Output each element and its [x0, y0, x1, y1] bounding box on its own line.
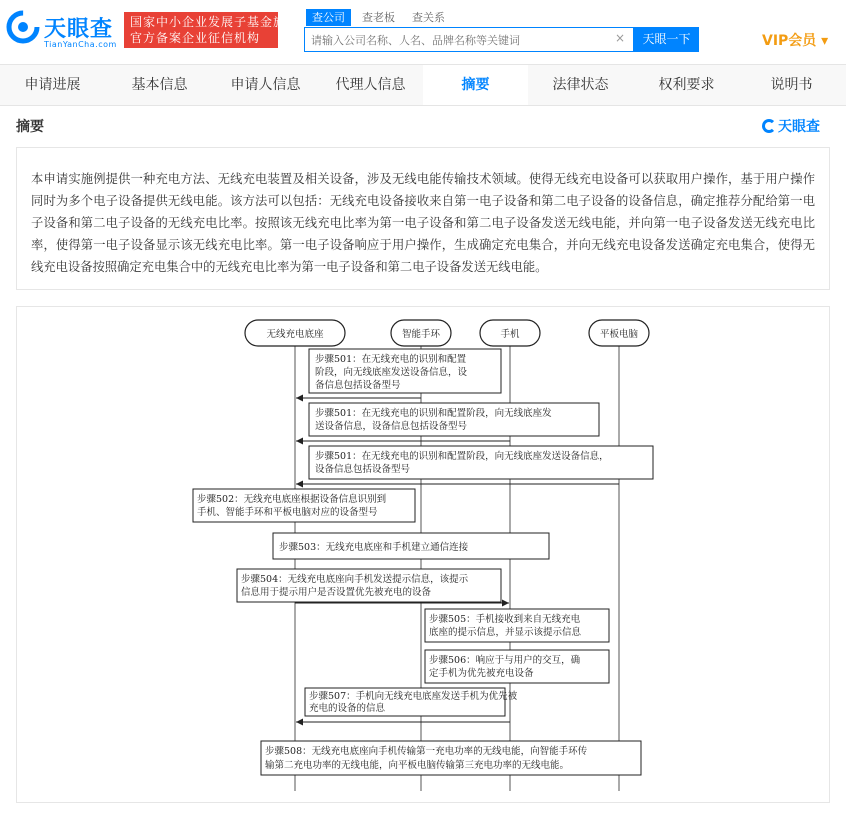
logo-mark-icon — [6, 10, 40, 44]
actor-tablet-label: 平板电脑 — [599, 329, 639, 340]
abstract-box — [16, 147, 830, 290]
abstract-text: 本申请实施例提供一种充电方法、无线充电装置及相关设备，涉及无线电能传输技术领域。使得无线充电设备可以获取用户操作，基于用户操作同时为多个电子设备提供无线电能。该方法可以包括：无线充电设备接收来自第一电子设备和第二电子设备的设备信息，确定推荐分配给第一电子设备和第二电子设备的无线充电比率。按照该无线充电比率为第一电子设备和第二电子设备发送无线电能，并向第一电子设备发送无线充电比率，使得第一电子设备显示该无线充电比率。第一电子设备响应于用户操作，生成确定充电集合，并向无线充电设备发送确定充电集合，使得无线充电设备按照确定充电集合中的无线充电比率为第一电子设备和第二电子设备发送无线电能。 — [31, 172, 815, 274]
search-input[interactable] — [311, 31, 611, 49]
section-logo-text: 天眼查 — [778, 119, 820, 135]
actor-phone-label: 手机 — [500, 329, 520, 340]
step-501-tablet — [309, 446, 653, 479]
step-text: 充电的设备的信息 — [309, 703, 386, 714]
step-504 — [237, 569, 501, 602]
step-text: 步骤503：无线充电底座和手机建立通信连接 — [279, 542, 469, 553]
step-501-phone — [309, 403, 599, 436]
actor-phone — [480, 320, 540, 346]
section-logo — [762, 116, 820, 136]
step-text: 步骤507：手机向无线充电底座发送手机为优先被 — [309, 691, 518, 702]
search-tab-relation[interactable]: 查关系 — [412, 11, 445, 24]
abstract-figure — [16, 306, 830, 803]
tab-claims[interactable]: 权利要求 — [658, 77, 715, 93]
step-501-band — [309, 349, 501, 393]
vip-member-link[interactable]: VIP会员 ▾ — [762, 33, 829, 49]
step-502 — [193, 489, 415, 522]
logo-mark-icon — [762, 119, 776, 133]
step-text: 步骤508：无线充电底座向手机传输第一充电功率的无线电能，向智能手环传 — [265, 746, 588, 757]
step-text: 步骤501：在无线充电的识别和配置 — [315, 354, 467, 365]
step-507 — [305, 688, 518, 716]
step-text: 步骤506：响应于与用户的交互，确 — [429, 655, 581, 666]
step-text: 备信息包括设备型号 — [315, 380, 401, 391]
tab-abstract[interactable]: 摘要 — [423, 65, 528, 105]
search-tab-company[interactable]: 查公司 — [306, 9, 351, 26]
step-text: 手机、智能手环和平板电脑对应的设备型号 — [197, 507, 378, 518]
step-text: 步骤501：在无线充电的识别和配置阶段，向无线底座发送设备信息， — [315, 451, 609, 462]
step-text: 定手机为优先被充电设备 — [429, 668, 534, 679]
search-tab-boss[interactable]: 查老板 — [362, 11, 395, 24]
step-505 — [425, 609, 609, 642]
actor-base-label: 无线充电底座 — [266, 329, 324, 340]
step-text: 阶段，向无线底座发送设备信息，设 — [315, 367, 468, 378]
tab-applicant-info[interactable]: 申请人信息 — [230, 77, 301, 93]
tianyancha-logo[interactable] — [6, 8, 118, 50]
step-text: 送设备信息，设备信息包括设备型号 — [315, 421, 468, 432]
step-text: 步骤505：手机接收到来自无线充电 — [429, 614, 581, 625]
step-text: 步骤504：无线充电底座向手机发送提示信息，该提示 — [241, 574, 469, 585]
actor-band-label: 智能手环 — [401, 329, 441, 340]
tab-basic-info[interactable]: 基本信息 — [131, 77, 188, 93]
step-506 — [425, 650, 609, 683]
step-text: 步骤502：无线充电底座根据设备信息识别到 — [197, 494, 387, 505]
tab-application-progress[interactable]: 申请进展 — [24, 77, 81, 93]
tab-legal-status[interactable]: 法律状态 — [552, 77, 609, 93]
step-text: 底座的提示信息，并显示该提示信息 — [429, 627, 582, 638]
section-title: 摘要 — [16, 119, 44, 135]
step-text: 输第二充电功率的无线电能，向平板电脑传输第三充电功率的无线电能。 — [265, 760, 570, 771]
actor-base — [245, 320, 345, 346]
clear-icon[interactable]: × — [614, 31, 625, 45]
tab-agent-info[interactable]: 代理人信息 — [335, 77, 406, 93]
logo-subtitle: TianYanCha.com — [44, 40, 117, 49]
actor-band — [391, 320, 451, 346]
step-508 — [261, 741, 641, 775]
sequence-diagram — [17, 307, 831, 804]
actor-tablet — [589, 320, 649, 346]
badge-line-1: 国家中小企业发展子基金旗下 — [130, 15, 300, 29]
search-button[interactable]: 天眼一下 — [634, 27, 699, 52]
patent-nav — [0, 64, 846, 106]
badge-line-2: 官方备案企业征信机构 — [130, 31, 261, 45]
search-box — [304, 27, 634, 52]
step-text: 信息用于提示用户是否设置优先被充电的设备 — [241, 587, 432, 598]
step-text: 步骤501：在无线充电的识别和配置阶段，向无线底座发 — [315, 408, 552, 419]
step-503 — [273, 533, 549, 559]
top-header — [0, 0, 846, 64]
step-text: 设备信息包括设备型号 — [315, 464, 411, 475]
official-badge — [124, 12, 300, 48]
logo-name: 天眼查 — [44, 17, 114, 42]
tab-description[interactable]: 说明书 — [770, 77, 813, 93]
